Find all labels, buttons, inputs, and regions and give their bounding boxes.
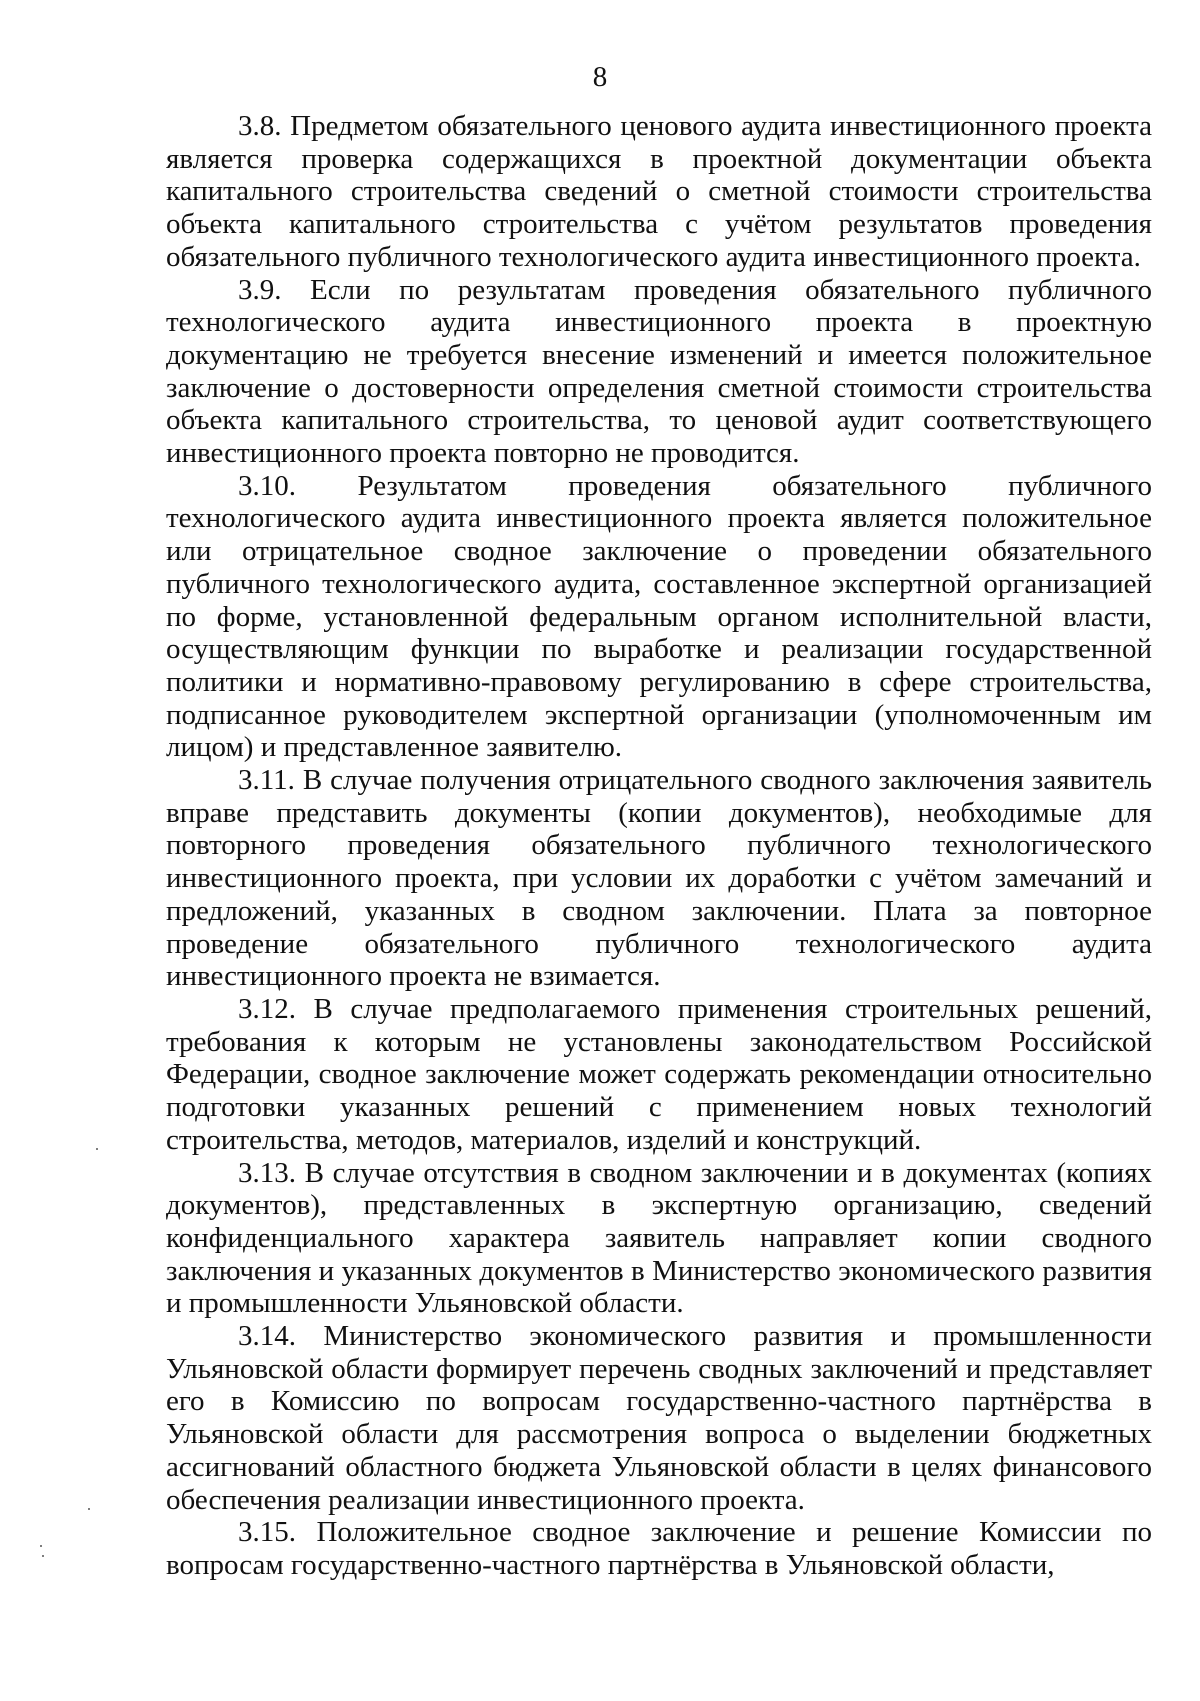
paragraph-text: В случае предполагаемого применения строительных решений, требования к которым не установлены законодательством Российской Федерации, сводное заключение может содержать рекомендации относительно подготовки указанных решений с применением новых технологий строительства, методов, материалов, изделий и конструкций.: [166, 992, 1152, 1156]
paragraph-number: 3.12.: [238, 992, 296, 1025]
paragraph-text: Результатом проведения обязательного публичного технологического аудита инвестиционного проекта является положительное или отрицательное сводное заключение о проведении обязательного публичного технологического аудита, составленное экспертной организацией по форме, установленной федеральным органом исполнительной власти, осуществляющим функции по выработке и реализации государственной политики и нормативно-правовому регулированию в сфере строительства, подписанное руководителем экспертной организации (уполномоченным им лицом) и представленное заявителю.: [166, 469, 1153, 764]
paragraph-3-11: [166, 764, 1152, 993]
scan-speck: [40, 1545, 42, 1547]
paragraph-3-12: [166, 993, 1152, 1157]
scan-speck: [96, 1148, 98, 1150]
paragraph-text: Положительное сводное заключение и решение Комиссии по вопросам государственно-частного партнёрства в Ульяновской области,: [166, 1516, 1152, 1581]
paragraph-3-14: [166, 1320, 1152, 1516]
paragraph-number: 3.13.: [238, 1156, 296, 1189]
paragraph-number: 3.11.: [238, 764, 295, 797]
paragraph-text: Предметом обязательного ценового аудита инвестиционного проекта является проверка содержащихся в проектной документации объекта капитального строительства сведений о сметной стоимости строительства объекта капитального строительства с учётом результатов проведения обязательного публичного технологического аудита инвестиционного проекта.: [166, 110, 1153, 273]
paragraph-3-8: [166, 110, 1152, 274]
paragraph-3-15: [166, 1516, 1152, 1581]
paragraph-3-13: [166, 1157, 1152, 1321]
paragraph-text: Если по результатам проведения обязательного публичного технологического аудита инвестиционного проекта в проектную документацию не требуется внесение изменений и имеется положительное заключение о достоверности определения сметной стоимости строительства объекта капитального строительства, то ценовой аудит соответствующего инвестиционного проекта повторно не проводится.: [166, 273, 1152, 470]
paragraph-3-10: [166, 470, 1152, 764]
paragraph-number: 3.14.: [238, 1320, 296, 1353]
paragraph-number: 3.9.: [238, 273, 282, 306]
paragraph-3-9: [166, 274, 1152, 470]
scan-speck: [42, 1555, 44, 1557]
paragraph-text: Министерство экономического развития и промышленности Ульяновской области формирует перечень сводных заключений и представляет его в Комиссию по вопросам государственно-частного партнёрства в Ульяновской области для рассмотрения вопроса о выделении бюджетных ассигнований областного бюджета Ульяновской области в целях финансового обеспечения реализации инвестиционного проекта.: [166, 1320, 1152, 1516]
scan-speck: [88, 1508, 90, 1510]
paragraph-text: В случае отсутствия в сводном заключении и в документах (копиях документов), представленных в экспертную организацию, сведений конфиденциального характера заявитель направляет копии сводного заключения и указанных документов в Министерство экономического развития и промышленности Ульяновской области.: [166, 1156, 1152, 1320]
document-body: [166, 110, 1152, 1582]
paragraph-number: 3.15.: [238, 1516, 296, 1549]
paragraph-number: 3.10.: [238, 469, 296, 502]
paragraph-number: 3.8.: [238, 110, 282, 142]
page-number: 8: [592, 61, 608, 93]
paragraph-text: В случае получения отрицательного сводного заключения заявитель вправе представить документы (копии документов), необходимые для повторного проведения обязательного публичного технологического инвестиционного проекта, при условии их доработки с учётом замечаний и предложений, указанных в сводном заключении. Плата за повторное проведение обязательного публичного технологического аудита инвестиционного проекта не взимается.: [166, 764, 1153, 993]
